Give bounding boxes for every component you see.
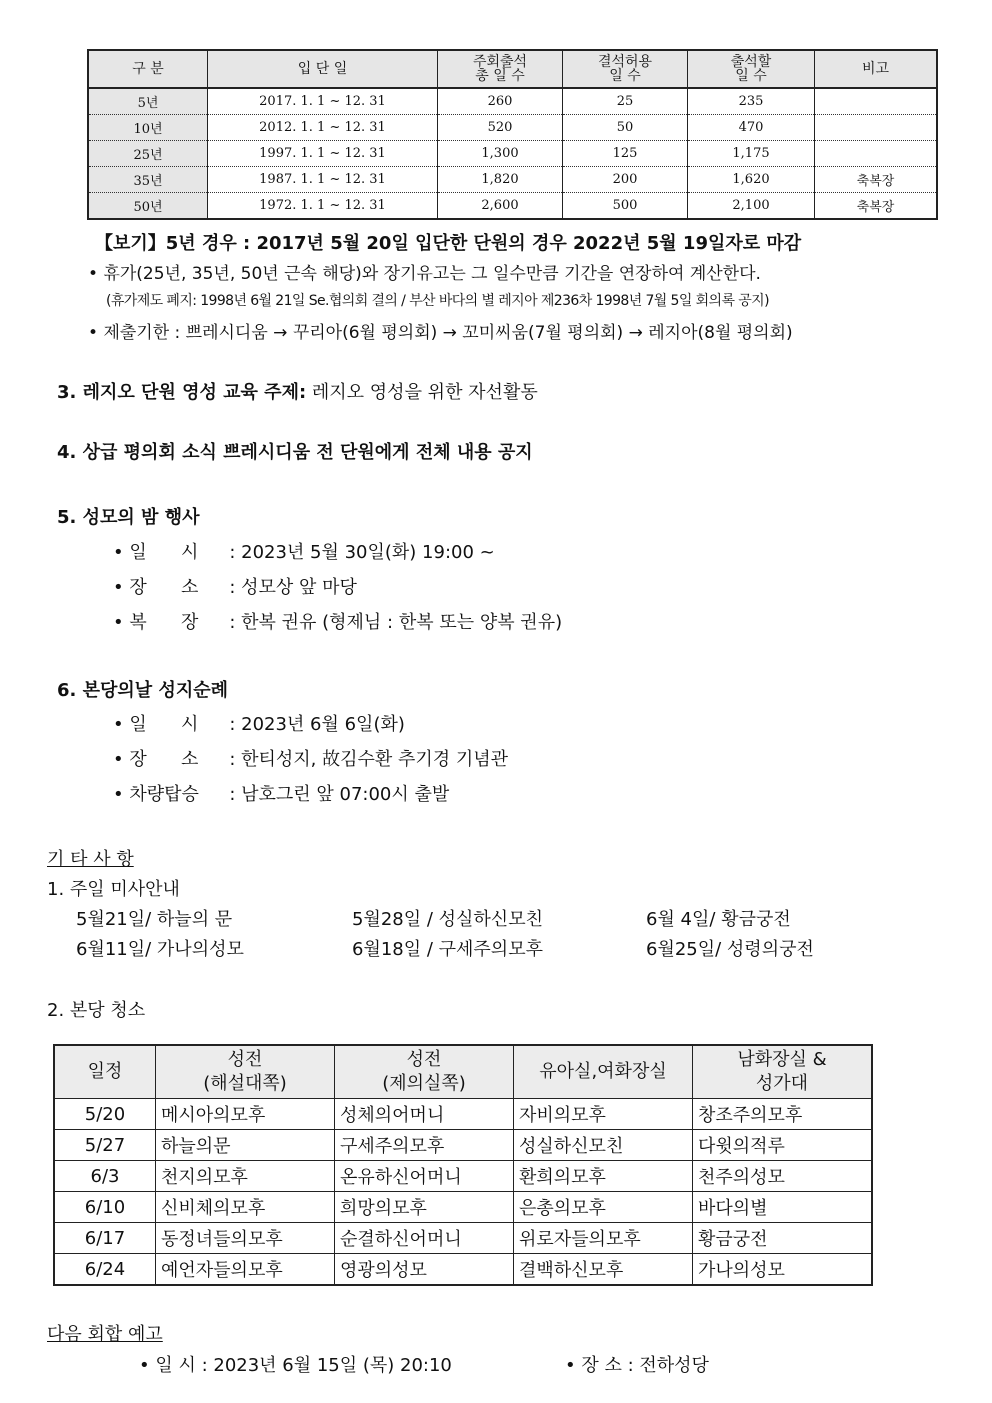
cleaning-cell: 환희의모후 xyxy=(514,1161,693,1192)
header-join-date: 입 단 일 xyxy=(208,50,438,88)
next-meeting-where: • 장 소 : 전하성당 xyxy=(565,1355,709,1376)
attendance-cell: 1997. 1. 1 ~ 12. 31 xyxy=(208,141,438,167)
cleaning-cell: 다윗의적루 xyxy=(693,1130,873,1161)
cleaning-cell: 바다의별 xyxy=(693,1192,873,1223)
cleaning-cell: 가나의성모 xyxy=(693,1254,873,1286)
cleaning-cell: 6/3 xyxy=(54,1161,156,1192)
cleaning-row xyxy=(54,1161,872,1192)
attendance-row xyxy=(88,88,937,115)
attendance-cell: 2,600 xyxy=(438,193,563,220)
mass-entry: 5월21일/ 하늘의 문 xyxy=(76,909,233,930)
attendance-cell: 1972. 1. 1 ~ 12. 31 xyxy=(208,193,438,220)
attendance-cell xyxy=(815,115,938,141)
header-category: 구 분 xyxy=(88,50,208,88)
bullet-icon: • xyxy=(565,1355,576,1376)
schedule-item xyxy=(113,538,495,564)
header-mens-restroom-choir: 남화장실 & 성가대 xyxy=(693,1045,873,1099)
cleaning-cell: 구세주의모후 xyxy=(335,1130,514,1161)
mass-entry: 5월28일 / 성실하신모친 xyxy=(352,909,543,930)
schedule-label: 복 장 xyxy=(129,612,199,633)
header-nursery-restroom: 유아실,여화장실 xyxy=(514,1045,693,1099)
cleaning-cell: 온유하신어머니 xyxy=(335,1161,514,1192)
attendance-cell: 축복장 xyxy=(815,167,938,193)
attendance-cell: 1,620 xyxy=(688,167,815,193)
section-3-title: 3. 레지오 단원 영성 교육 주제: xyxy=(57,382,307,403)
cleaning-row xyxy=(54,1099,872,1130)
cleaning-cell: 황금궁전 xyxy=(693,1223,873,1254)
attendance-cell: 2012. 1. 1 ~ 12. 31 xyxy=(208,115,438,141)
cleaning-cell: 창조주의모후 xyxy=(693,1099,873,1130)
schedule-item xyxy=(113,608,562,634)
section-3-body: 레지오 영성을 위한 자선활동 xyxy=(311,382,538,403)
attendance-cell: 35년 xyxy=(88,167,208,193)
leave-note: • 휴가(25년, 35년, 50년 근속 해당)와 장기유고는 그 일수만큼 기간을 연장하여 계산한다. xyxy=(88,264,761,284)
attendance-cell: 260 xyxy=(438,88,563,115)
schedule-label: 장 소 xyxy=(129,749,199,770)
mass-title: 1. 주일 미사안내 xyxy=(47,879,180,900)
mass-entry: 6월 4일/ 황금궁전 xyxy=(646,909,791,930)
cleaning-row xyxy=(54,1130,872,1161)
attendance-cell: 1987. 1. 1 ~ 12. 31 xyxy=(208,167,438,193)
mass-entry: 6월25일/ 성령의궁전 xyxy=(646,939,814,960)
attendance-cell: 2017. 1. 1 ~ 12. 31 xyxy=(208,88,438,115)
cleaning-cell: 5/27 xyxy=(54,1130,156,1161)
schedule-value: : 2023년 5월 30일(화) 19:00 ~ xyxy=(229,542,495,563)
schedule-value: : 성모상 앞 마당 xyxy=(229,577,357,598)
section-4-title: 4. 상급 평의회 소식 쁘레시디움 전 단원에게 전체 내용 공지 xyxy=(57,442,533,463)
bullet-icon: • xyxy=(113,784,130,805)
cleaning-table xyxy=(53,1044,873,1286)
bullet-icon: • xyxy=(113,577,130,598)
bullet-icon: • xyxy=(88,264,99,284)
schedule-value: : 남호그린 앞 07:00시 출발 xyxy=(229,784,450,805)
schedule-item xyxy=(113,780,449,806)
cleaning-cell: 5/20 xyxy=(54,1099,156,1130)
attendance-table xyxy=(87,49,938,220)
cleaning-cell: 순결하신어머니 xyxy=(335,1223,514,1254)
header-sanctuary-left: 성전 (해설대쪽) xyxy=(156,1045,335,1099)
attendance-cell: 25년 xyxy=(88,141,208,167)
cleaning-row xyxy=(54,1223,872,1254)
cleaning-cell: 희망의모후 xyxy=(335,1192,514,1223)
schedule-label: 차량탑승 xyxy=(129,784,199,805)
header-remarks: 비고 xyxy=(815,50,938,88)
header-required-days: 출석할 일 수 xyxy=(688,50,815,88)
cleaning-cell: 성체의어머니 xyxy=(335,1099,514,1130)
bullet-icon: • xyxy=(139,1355,150,1376)
schedule-value: : 한티성지, 故김수환 추기경 기념관 xyxy=(229,749,509,770)
section-6-title: 6. 본당의날 성지순례 xyxy=(57,680,228,701)
bullet-icon: • xyxy=(113,542,130,563)
attendance-cell: 축복장 xyxy=(815,193,938,220)
attendance-cell: 50년 xyxy=(88,193,208,220)
next-meeting-title: 다음 회합 예고 xyxy=(47,1324,163,1345)
attendance-row xyxy=(88,141,937,167)
bullet-icon: • xyxy=(113,749,130,770)
leave-subnote: (휴가제도 폐지: 1998년 6월 21일 Se.협의회 결의 / 부산 바다의 별 레지아 제236차 1998년 7월 5일 회의록 공지) xyxy=(106,293,769,309)
example-note: 【보기】5년 경우 : 2017년 5월 20일 입단한 단원의 경우 2022년 5월 19일자로 마감 xyxy=(95,233,802,254)
attendance-body xyxy=(88,88,937,219)
attendance-row xyxy=(88,115,937,141)
attendance-cell: 470 xyxy=(688,115,815,141)
cleaning-cell: 신비체의모후 xyxy=(156,1192,335,1223)
attendance-cell: 5년 xyxy=(88,88,208,115)
attendance-row xyxy=(88,167,937,193)
section-3 xyxy=(57,378,538,404)
deadline-note: • 제출기한 : 쁘레시디움 → 꾸리아(6월 평의회) → 꼬미씨움(7월 평의회) → 레지아(8월 평의회) xyxy=(88,323,793,343)
bullet-icon: • xyxy=(113,612,130,633)
cleaning-cell: 하늘의문 xyxy=(156,1130,335,1161)
cleaning-cell: 6/24 xyxy=(54,1254,156,1286)
mass-entry: 6월11일/ 가나의성모 xyxy=(76,939,244,960)
header-absence-days: 결석허용 일 수 xyxy=(563,50,688,88)
attendance-cell xyxy=(815,141,938,167)
cleaning-cell: 성실하신모친 xyxy=(514,1130,693,1161)
attendance-header-row xyxy=(88,50,937,88)
schedule-label: 장 소 xyxy=(129,577,199,598)
header-schedule: 일정 xyxy=(54,1045,156,1099)
attendance-cell: 1,175 xyxy=(688,141,815,167)
attendance-cell: 500 xyxy=(563,193,688,220)
cleaning-title: 2. 본당 청소 xyxy=(47,1000,146,1021)
header-total-days: 주회출석 총 일 수 xyxy=(438,50,563,88)
attendance-cell: 235 xyxy=(688,88,815,115)
cleaning-cell: 영광의성모 xyxy=(335,1254,514,1286)
schedule-item xyxy=(113,710,405,736)
schedule-value: : 한복 권유 (형제님 : 한복 또는 양복 권유) xyxy=(229,612,563,633)
next-meeting-when: • 일 시 : 2023년 6월 15일 (목) 20:10 xyxy=(139,1355,452,1376)
attendance-row xyxy=(88,193,937,220)
attendance-cell: 1,300 xyxy=(438,141,563,167)
cleaning-cell: 천지의모후 xyxy=(156,1161,335,1192)
attendance-cell: 1,820 xyxy=(438,167,563,193)
cleaning-cell: 천주의성모 xyxy=(693,1161,873,1192)
cleaning-cell: 자비의모후 xyxy=(514,1099,693,1130)
cleaning-cell: 은총의모후 xyxy=(514,1192,693,1223)
attendance-cell xyxy=(815,88,938,115)
cleaning-row xyxy=(54,1254,872,1286)
bullet-icon: • xyxy=(88,323,99,343)
attendance-cell: 50 xyxy=(563,115,688,141)
attendance-cell: 2,100 xyxy=(688,193,815,220)
attendance-cell: 10년 xyxy=(88,115,208,141)
attendance-cell: 25 xyxy=(563,88,688,115)
attendance-cell: 200 xyxy=(563,167,688,193)
schedule-value: : 2023년 6월 6일(화) xyxy=(229,714,405,735)
cleaning-cell: 결백하신모후 xyxy=(514,1254,693,1286)
cleaning-cell: 동정녀들의모후 xyxy=(156,1223,335,1254)
cleaning-cell: 6/17 xyxy=(54,1223,156,1254)
cleaning-cell: 예언자들의모후 xyxy=(156,1254,335,1286)
cleaning-row xyxy=(54,1192,872,1223)
bullet-icon: • xyxy=(113,714,130,735)
schedule-item xyxy=(113,573,357,599)
attendance-cell: 125 xyxy=(563,141,688,167)
header-sanctuary-right: 성전 (제의실쪽) xyxy=(335,1045,514,1099)
schedule-label: 일 시 xyxy=(129,714,199,735)
schedule-label: 일 시 xyxy=(129,542,199,563)
cleaning-cell: 메시아의모후 xyxy=(156,1099,335,1130)
cleaning-header-row xyxy=(54,1045,872,1099)
schedule-item xyxy=(113,745,508,771)
mass-entry: 6월18일 / 구세주의모후 xyxy=(352,939,543,960)
cleaning-body xyxy=(54,1099,872,1286)
section-5-title: 5. 성모의 밤 행사 xyxy=(57,507,200,528)
misc-title: 기 타 사 항 xyxy=(47,849,134,870)
cleaning-cell: 위로자들의모후 xyxy=(514,1223,693,1254)
cleaning-cell: 6/10 xyxy=(54,1192,156,1223)
attendance-cell: 520 xyxy=(438,115,563,141)
